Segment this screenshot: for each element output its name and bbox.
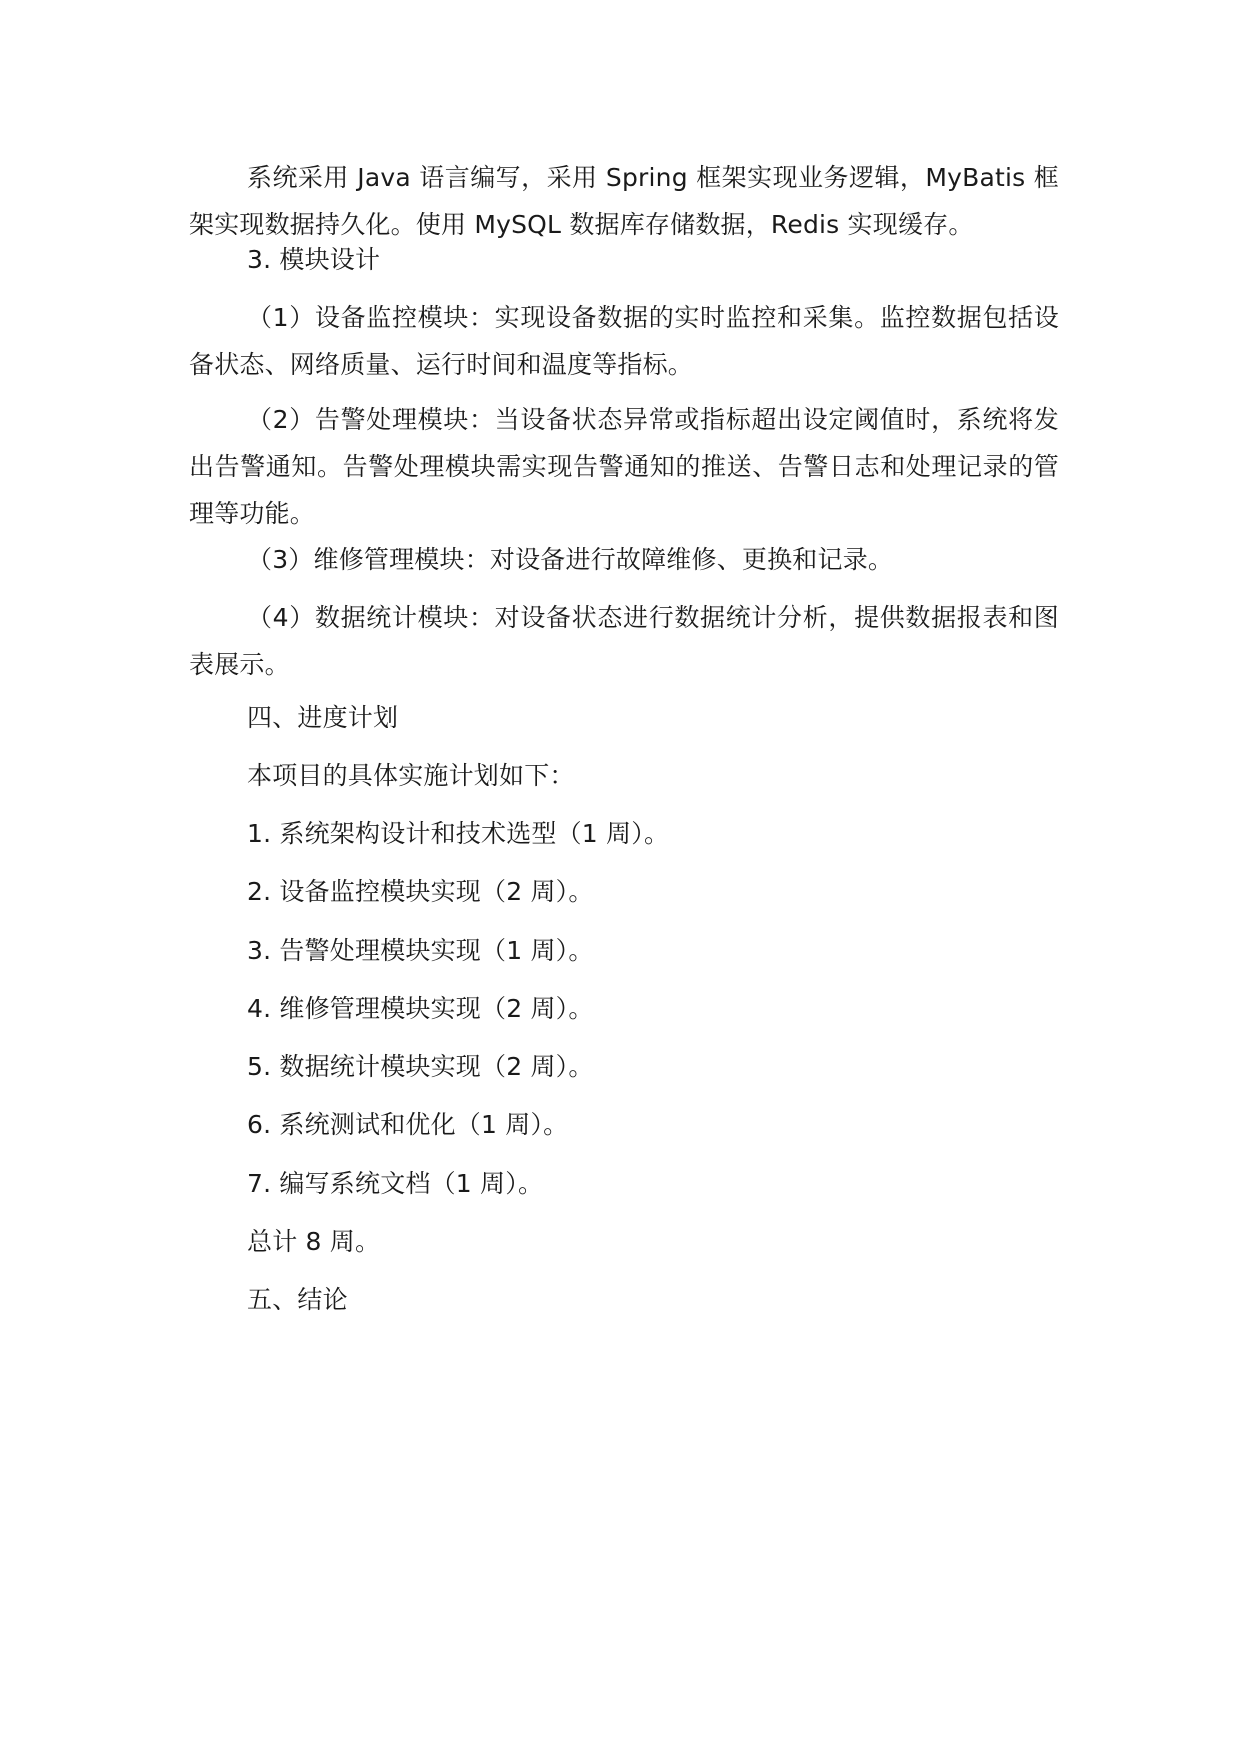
schedule-item: 5. 数据统计模块实现（2 周）。 bbox=[247, 1052, 594, 1081]
paragraph-module-1: （1）设备监控模块：实现设备数据的实时监控和采集。监控数据包括设备状态、网络质量、运行时间和温度等指标。 bbox=[189, 303, 1059, 379]
paragraph-module-3: （3）维修管理模块：对设备进行故障维修、更换和记录。 bbox=[247, 545, 894, 574]
schedule-item: 2. 设备监控模块实现（2 周）。 bbox=[247, 877, 594, 906]
schedule-item: 3. 告警处理模块实现（1 周）。 bbox=[247, 936, 594, 965]
paragraph-module-2: （2）告警处理模块：当设备状态异常或指标超出设定阈值时，系统将发出告警通知。告警处理模块需实现告警通知的推送、告警日志和处理记录的管理等功能。 bbox=[189, 405, 1059, 528]
paragraph-module-4: （4）数据统计模块：对设备状态进行数据统计分析，提供数据报表和图表展示。 bbox=[189, 603, 1059, 679]
heading-module-design: 3. 模块设计 bbox=[247, 245, 381, 274]
heading-schedule: 四、进度计划 bbox=[247, 703, 399, 732]
schedule-item: 1. 系统架构设计和技术选型（1 周）。 bbox=[247, 819, 670, 848]
paragraph-tech-stack: 系统采用 Java 语言编写，采用 Spring 框架实现业务逻辑，MyBatis 框架实现数据持久化。使用 MySQL 数据库存储数据，Redis 实现缓存。 bbox=[189, 163, 1059, 239]
schedule-intro: 本项目的具体实施计划如下： bbox=[247, 761, 575, 790]
schedule-total: 总计 8 周。 bbox=[247, 1227, 381, 1256]
heading-conclusion: 五、结论 bbox=[247, 1285, 348, 1314]
schedule-item: 6. 系统测试和优化（1 周）。 bbox=[247, 1110, 569, 1139]
schedule-item: 7. 编写系统文档（1 周）。 bbox=[247, 1169, 544, 1198]
schedule-item: 4. 维修管理模块实现（2 周）。 bbox=[247, 994, 594, 1023]
